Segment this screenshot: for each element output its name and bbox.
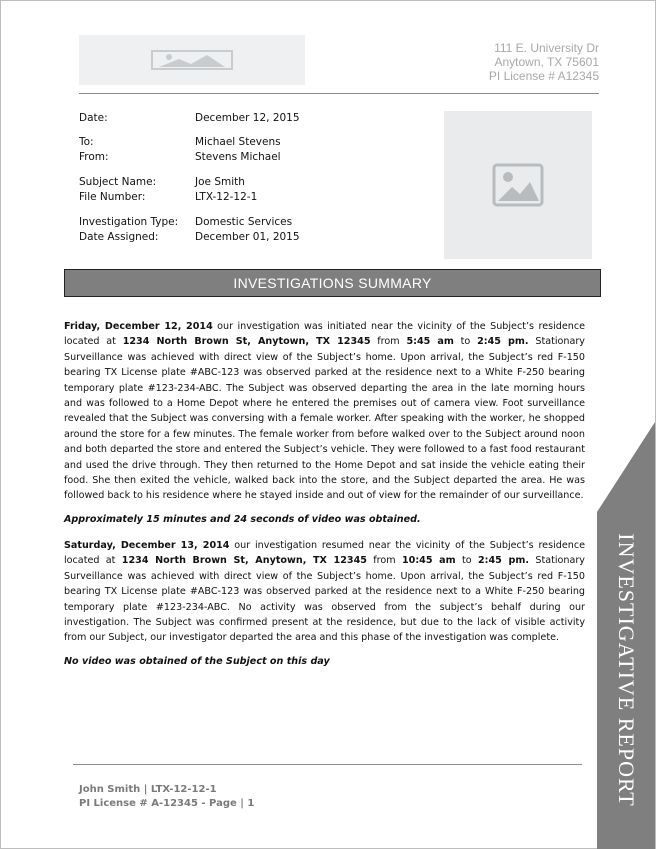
entry-1-date: Friday, December 12, 2014 bbox=[64, 321, 213, 332]
entry-1-video-note: Approximately 15 minutes and 24 seconds of video was obtained. bbox=[64, 514, 421, 525]
address-line-2: Anytown, TX 75601 bbox=[494, 55, 599, 69]
footer-line-2: PI License # A-12345 - Page | 1 bbox=[79, 798, 255, 809]
side-banner-text: INVESTIGATIVE REPORT bbox=[614, 533, 639, 807]
page-footer bbox=[79, 783, 254, 811]
subject-photo-placeholder bbox=[444, 111, 592, 259]
date-assigned-value: December 01, 2015 bbox=[195, 231, 300, 243]
entry-2-paragraph bbox=[64, 538, 585, 646]
from-value: Stevens Michael bbox=[195, 151, 281, 163]
address-line-1: 111 E. University Dr bbox=[494, 41, 599, 55]
date-value: December 12, 2015 bbox=[195, 112, 300, 124]
date-label: Date: bbox=[79, 112, 108, 124]
entry-1-text-a: our investigation was initiated near the vicinity of the Subject’s residence located at bbox=[64, 321, 586, 348]
subject-value: Joe Smith bbox=[195, 176, 245, 188]
entry-1-start-time: 5:45 am bbox=[406, 336, 454, 348]
to-label: To: bbox=[79, 136, 94, 148]
file-number-label: File Number: bbox=[79, 191, 146, 203]
entry-2-text-d: Stationary Surveillance was achieved with direct view of the Subject’s home. Upon arrival, the Subject’s red F-150 bearing TX License plate #ABC-123 was observed parked at the residence next to a White F-250 bearing temporary plate #123-234-ABC. No activity was observed from the subject’s behalf during our investigation. The Subject was confirmed present at the residence, but due to the lack of visible activity from our Subject, our investigator departed the area and this phase of the investigation was complete. bbox=[64, 555, 585, 644]
entry-2-video-note: No video was obtained of the Subject on this day bbox=[64, 656, 330, 667]
from-label: From: bbox=[79, 151, 109, 163]
footer-line-1: John Smith | LTX-12-12-1 bbox=[79, 784, 217, 795]
summary-heading-bar bbox=[64, 269, 601, 297]
investigation-type-value: Domestic Services bbox=[195, 216, 293, 228]
company-logo-placeholder bbox=[79, 35, 305, 85]
entry-1-text-d: Stationary Surveillance was achieved with direct view of the Subject’s home. Upon arrival, the Subject’s red F-150 bearing TX License plate #ABC-123 was observed parked at the residence next to a White F-250 bearing temporary plate #123-234-ABC. The Subject was observed departing the area in the late morning hours and was followed to a Home Depot where he entered the premises out of camera view. Foot surveillance revealed that the Subject was conversing with a female worker. After speaking with the worker, he shopped around the store for a few minutes. The female worker from before walked over to the Subject around noon and both departed the store and entered the Subject’s vehicle. They were followed to a fast food restaurant and used the drive through. They then returned to the Home Depot and sat inside the vehicle eating their food. She then exited the vehicle, walked back into the store, and the Subject departed the area. He was followed back to his residence where he stayed inside and out of view for the remainder of our surveillance. bbox=[64, 336, 585, 502]
entry-1-end-time: 2:45 pm. bbox=[477, 336, 529, 348]
subject-label: Subject Name: bbox=[79, 176, 157, 188]
entry-2-start-time: 10:45 am bbox=[402, 555, 456, 567]
license-line: PI License # A12345 bbox=[488, 69, 599, 83]
summary-heading: INVESTIGATIONS SUMMARY bbox=[233, 275, 432, 291]
entry-1-text-b: from bbox=[370, 336, 407, 348]
footer-divider bbox=[73, 764, 582, 765]
to-value: Michael Stevens bbox=[195, 136, 281, 148]
investigation-type-label: Investigation Type: bbox=[79, 216, 179, 228]
entry-2-text-c: to bbox=[455, 555, 478, 567]
header-divider bbox=[79, 93, 599, 94]
image-placeholder-icon bbox=[492, 163, 544, 207]
entry-1-location: 1234 North Brown St, Anytown, TX 12345 bbox=[122, 336, 371, 348]
entry-1-text-c: to bbox=[453, 336, 478, 348]
entry-2-text-b: from bbox=[366, 555, 402, 567]
entry-2-text-a: our investigation resumed near the vicinity of the Subject’s residence located at bbox=[64, 540, 585, 567]
entry-2-end-time: 2:45 pm. bbox=[478, 555, 530, 567]
company-address bbox=[489, 41, 599, 83]
file-number-value: LTX-12-12-1 bbox=[195, 191, 258, 203]
entry-2-date: Saturday, December 13, 2014 bbox=[64, 540, 230, 551]
entry-2-location: 1234 North Brown St, Anytown, TX 12345 bbox=[121, 555, 367, 567]
date-assigned-label: Date Assigned: bbox=[79, 231, 159, 243]
entry-1-paragraph bbox=[64, 319, 585, 504]
image-placeholder-icon bbox=[151, 50, 233, 70]
